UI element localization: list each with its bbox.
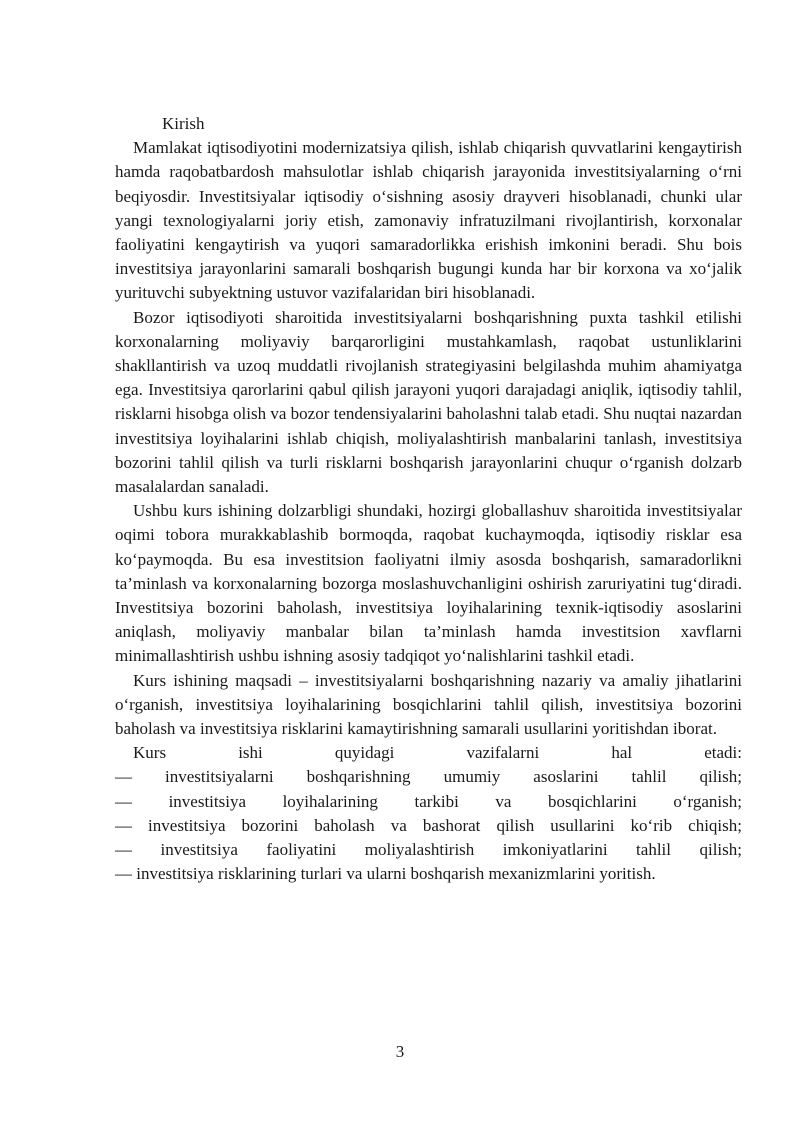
task-item-3: — investitsiya bozorini baholash va bashorat qilish usullarini ko‘rib chiqish; bbox=[115, 815, 742, 835]
task-item-1: — investitsiyalarni boshqarishning umumiy asoslarini tahlil qilish; bbox=[115, 767, 742, 787]
tasks-block bbox=[115, 741, 742, 886]
section-heading: Kirish bbox=[162, 114, 205, 133]
tasks-intro: Kurs ishi quyidagi vazifalarni hal etadi: bbox=[133, 743, 742, 763]
task-item-5: — investitsiya risklarining turlari va ularni boshqarish mexanizmlarini yoritish. bbox=[115, 864, 656, 884]
document-body bbox=[115, 112, 742, 887]
task-item-2: — investitsiya loyihalarining tarkibi va bosqichlarini o‘rganish; bbox=[115, 791, 742, 811]
paragraph-2: Bozor iqtisodiyoti sharoitida investitsiyalarni boshqarishning puxta tashkil etilishi korxonalarning moliyaviy barqarorligini mustahkamlash, raqobat ustunliklarini shakllantirish va uzoq muddatli rivojlanish strategiyasini belgilashda muhim ahamiyatga ega. Investitsiya qarorlarini qabul qilish jarayoni yuqori darajadagi aniqlik, iqtisodiy tahlil, risklarni hisobga olish va bozor tendensiyalarini baholashni talab etadi. Shu nuqtai nazardan investitsiya loyihalarini ishlab chiqish, moliyalashtirish manbalarini tanlash, investitsiya bozorini tahlil qilish va turli risklarni boshqarish jarayonlarini chuqur o‘rganish dolzarb masalalardan sanaladi. bbox=[115, 307, 742, 497]
task-item-4: — investitsiya faoliyatini moliyalashtirish imkoniyatlarini tahlil qilish; bbox=[115, 840, 742, 860]
page-number: 3 bbox=[395, 1042, 405, 1061]
paragraph-4: Kurs ishining maqsadi – investitsiyalarni boshqarishning nazariy va amaliy jihatlarini o‘rganish, investitsiya loyihalarining bosqichlarini tahlil qilish, investitsiya bozorini baholash va investitsiya risklarini kamaytirishning samarali usullarini yoritishdan iborat. bbox=[115, 670, 742, 739]
paragraph-1: Mamlakat iqtisodiyotini modernizatsiya qilish, ishlab chiqarish quvvatlarini kengaytirish hamda raqobatbardosh mahsulotlar ishlab chiqarish jarayonida investitsiyalarning o‘rni beqiyosdir. Investitsiyalar iqtisodiy o‘sishning asosiy drayveri hisoblanadi, chunki ular yangi texnologiyalarni joriy etish, zamonaviy infratuzilmani rivojlantirish, korxonalar faoliyatini kengaytirish va yuqori samaradorlikka erishish imkonini beradi. Shu bois investitsiya jarayonlarini samarali boshqarish bugungi kunda har bir korxona va xo‘jalik yurituvchi subyektning ustuvor vazifalaridan biri hisoblanadi. bbox=[115, 138, 742, 303]
paragraph-3: Ushbu kurs ishining dolzarbligi shundaki, hozirgi globallashuv sharoitida investitsiyalar oqimi tobora murakkablashib bormoqda, raqobat kuchaymoqda, iqtisodiy risklar esa ko‘paymoqda. Bu esa investitsion faoliyatni ilmiy asosda boshqarish, samaradorlikni ta’minlash va korxonalarning bozorga moslashuvchanligini oshirish zaruriyatini tug‘diradi. Investitsiya bozorini baholash, investitsiya loyihalarining texnik-iqtisodiy asoslarini aniqlash, moliyaviy manbalar bilan ta’minlash hamda investitsion xavflarni minimallashtirish ushbu ishning asosiy tadqiqot yo‘nalishlarini tashkil etadi. bbox=[115, 501, 742, 666]
